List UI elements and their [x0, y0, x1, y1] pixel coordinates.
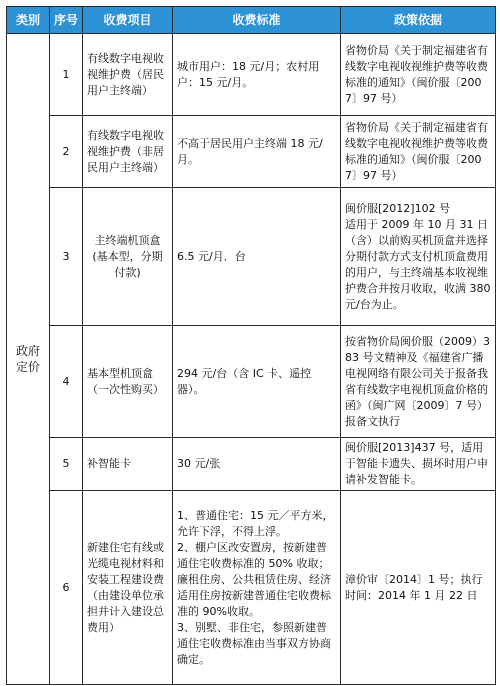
fee-item: 有线数字电视收视维护费（非居民用户主终端） [83, 116, 173, 188]
fee-table [6, 6, 496, 685]
table-row [7, 438, 496, 491]
fee-standard: 城市用户：18 元/月；农村用户：15 元/月。 [173, 34, 341, 116]
policy-basis: 闽价服[2013]437 号，适用于智能卡遗失、损坏时用户申请补发智能卡。 [341, 438, 496, 491]
policy-basis: 漳价审〔2014〕1 号；执行时间：2014 年 1 月 22 日 [341, 491, 496, 685]
header-basis: 政策依据 [341, 7, 496, 34]
header-number: 序号 [50, 7, 83, 34]
header-item: 收费项目 [83, 7, 173, 34]
row-number: 1 [50, 34, 83, 116]
row-number: 5 [50, 438, 83, 491]
fee-standard: 6.5 元/月．台 [173, 188, 341, 326]
fee-item: 补智能卡 [83, 438, 173, 491]
row-number: 6 [50, 491, 83, 685]
table-row [7, 491, 496, 685]
fee-standard: 不高于居民用户主终端 18 元/月。 [173, 116, 341, 188]
row-number: 3 [50, 188, 83, 326]
fee-item: 主终端机顶盒(基本型，分期付款) [83, 188, 173, 326]
fee-item: 有线数字电视收视维护费（居民用户主终端） [83, 34, 173, 116]
fee-standard: 294 元/台（含 IC 卡、遥控器）。 [173, 326, 341, 438]
category-cell: 政府 定价 [7, 34, 50, 685]
header-category: 类别 [7, 7, 50, 34]
table-row [7, 116, 496, 188]
header-fee: 收费标准 [173, 7, 341, 34]
policy-basis: 闽价服[2012]102 号 适用于 2009 年 10 月 31 日（含）以前购买机顶盒并选择分期付款方式支付机顶盒费用的用户，与主终端基本收视维护费合并按月收取，收满 380 元/台为止。 [341, 188, 496, 326]
table-row [7, 34, 496, 116]
policy-basis: 省物价局《关于制定福建省有线数字电视收视维护费等收费标准的通知》（闽价服〔2007〕97 号） [341, 116, 496, 188]
table-row [7, 326, 496, 438]
row-number: 4 [50, 326, 83, 438]
table-row [7, 188, 496, 326]
table-header-row [7, 7, 496, 34]
policy-basis: 按省物价局闽价服（2009）383 号文精神及《福建省广播电视网络有限公司关于报备我省有线数字电视机顶盒价格的函》（闽广网〔2009〕7 号）报备文执行 [341, 326, 496, 438]
fee-standard: 30 元/张 [173, 438, 341, 491]
row-number: 2 [50, 116, 83, 188]
fee-standard: 1、普通住宅：15 元／平方米，允许下浮，不得上浮。 2、棚户区改安置房，按新建普通住宅收费标准的 50% 收取；廉租住房、公共租赁住房、经济适用住房按新建普通住宅收费标准的 90%收取。 3、别墅、非住宅，参照新建普通住宅收费标准由当事双方协商确定。 [173, 491, 341, 685]
fee-item: 基本型机顶盒（一次性购买） [83, 326, 173, 438]
fee-item: 新建住宅有线或光缆电视材料和安装工程建设费（由建设单位承担并计入建设总费用） [83, 491, 173, 685]
policy-basis: 省物价局《关于制定福建省有线数字电视收视维护费等收费标准的通知》（闽价服〔2007〕97 号） [341, 34, 496, 116]
